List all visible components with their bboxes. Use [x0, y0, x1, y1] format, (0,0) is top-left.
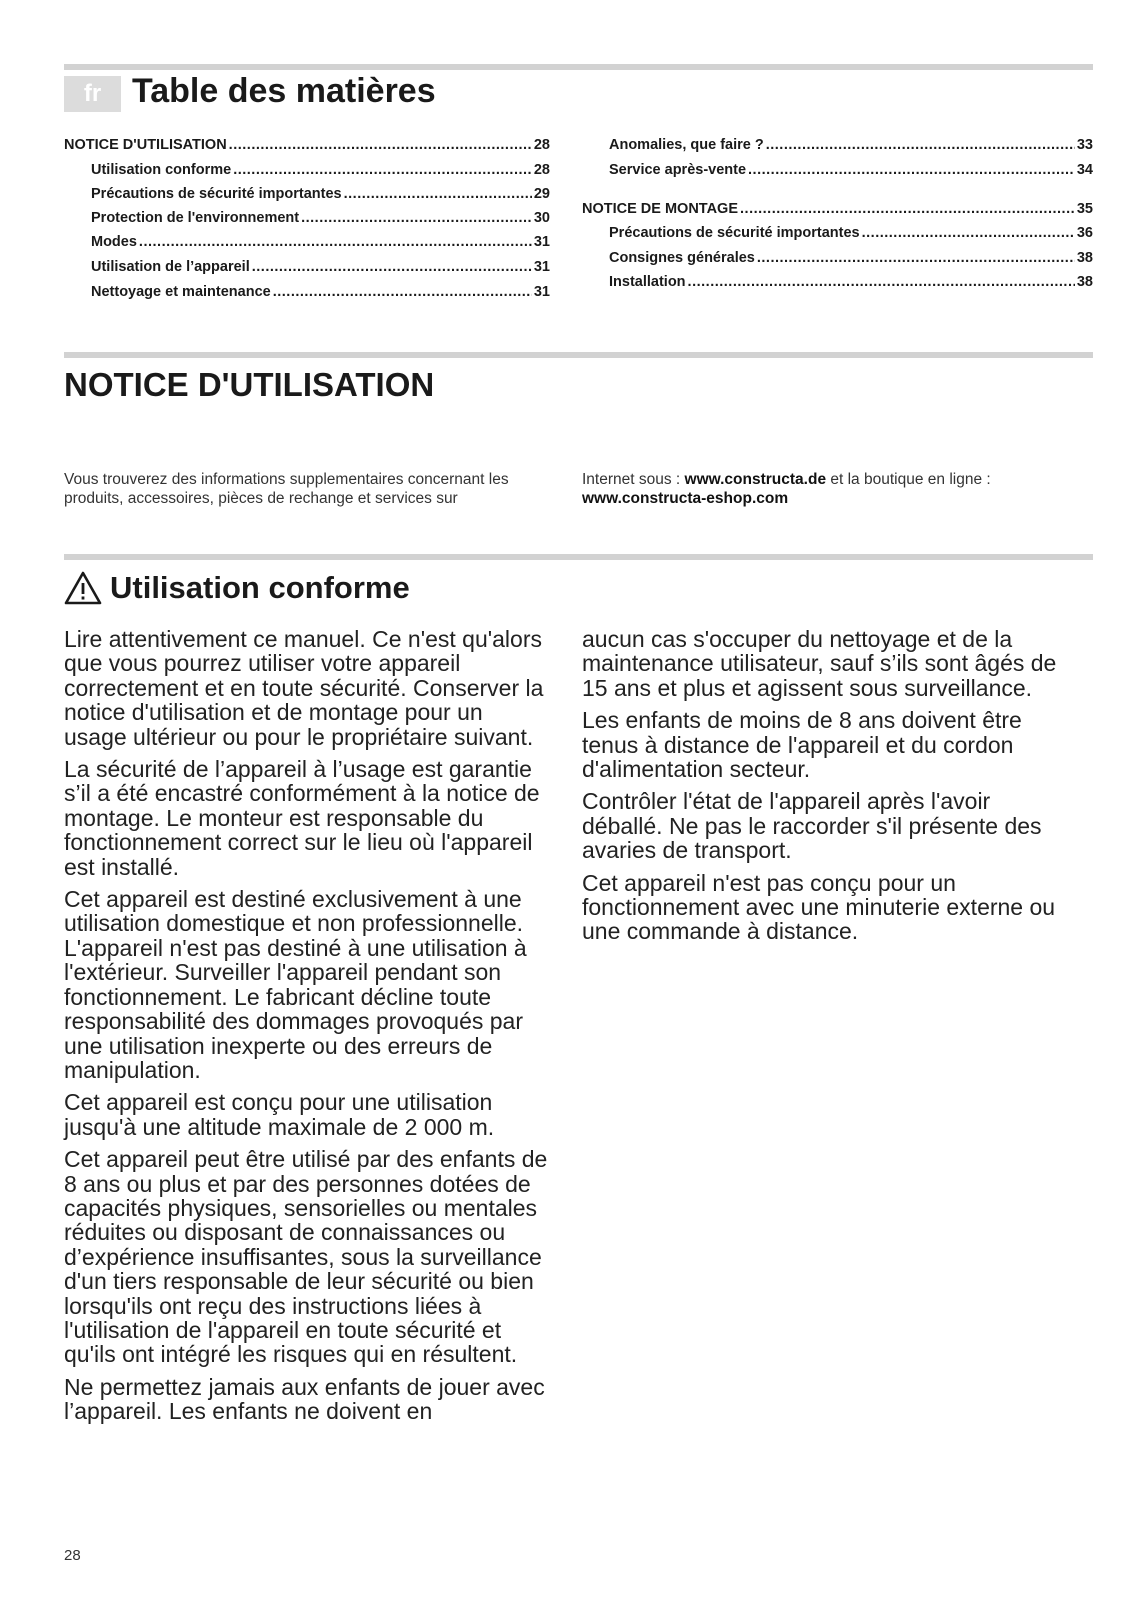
toc-entry[interactable]	[609, 162, 1093, 178]
body-paragraph: Cet appareil est destiné exclusivement à une utilisation domestique et non professionnelle. L'appareil n'est pas destiné à une utilisation à l'extérieur. Surveiller l'appareil pendant son fonctionnement. Le fabricant décline toute responsabilité des dommages provoqués par une utilisation inexperte ou des erreurs de manipulation.	[64, 886, 527, 1083]
toc-entry[interactable]	[582, 201, 1093, 217]
body-paragraph: Contrôler l'état de l'appareil après l'avoir déballé. Ne pas le raccorder s'il présente des avaries de transport.	[582, 788, 1042, 864]
info-right-middle: et la boutique en ligne :	[826, 471, 991, 488]
toc-leader-dots	[748, 162, 1075, 178]
toc-entry-page: 30	[533, 210, 550, 226]
toc-entry[interactable]	[91, 186, 550, 202]
info-left: Vous trouverez des informations supplementaires concernant les produits, accessoires, pièces de rechange et services sur	[64, 471, 509, 507]
toc-leader-dots	[139, 234, 532, 250]
body-right-column	[582, 627, 1069, 952]
toc-leader-dots	[252, 259, 532, 275]
language-badge: fr	[64, 76, 121, 112]
utilisation-title: Utilisation conforme	[110, 570, 410, 605]
body-paragraph: Cet appareil est conçu pour une utilisation jusqu'à une altitude maximale de 2 000 m.	[64, 1089, 495, 1140]
body-paragraph: aucun cas s'occuper du nettoyage et de la maintenance utilisateur, sauf s’ils sont âgés de 15 ans et plus et agissent sous surveillance.	[582, 626, 1057, 701]
toc-entry-page: 29	[533, 186, 550, 202]
eshop-link[interactable]: www.constructa-eshop.com	[582, 490, 789, 507]
toc-entry-label: Nettoyage et maintenance	[91, 284, 271, 300]
toc-entry-label: Utilisation conforme	[91, 162, 232, 178]
toc-leader-dots	[273, 284, 532, 300]
page-number: 28	[64, 1547, 81, 1564]
toc-entry-page: 36	[1076, 225, 1093, 241]
toc-entry[interactable]	[609, 250, 1093, 266]
body-paragraph: Cet appareil n'est pas conçu pour un fonctionnement avec une minuterie externe ou une commande à distance.	[582, 869, 1056, 945]
toc-entry[interactable]	[609, 137, 1093, 153]
toc-leader-dots	[688, 274, 1075, 290]
toc-entry[interactable]	[91, 284, 550, 300]
toc-leader-dots	[233, 162, 532, 178]
toc-entry-label: Anomalies, que faire ?	[609, 137, 764, 153]
notice-title: NOTICE D'UTILISATION	[64, 366, 435, 403]
body-left-column	[64, 627, 551, 1432]
warning-triangle-icon	[64, 571, 102, 605]
body-paragraph: Les enfants de moins de 8 ans doivent être tenus à distance de l'appareil et du cordon d'alimentation secteur.	[582, 707, 1022, 783]
info-right	[582, 470, 1087, 508]
toc-entry-label: Protection de l'environnement	[91, 210, 300, 226]
toc-entry-page: 31	[533, 284, 550, 300]
toc-entry-page: 31	[533, 259, 550, 275]
body-paragraph: La sécurité de l’appareil à l’usage est garantie s’il a été encastré conformément à la notice de montage. Le monteur est responsable du fonctionnement correct sur le lieu où l'appareil est installé.	[64, 756, 540, 880]
toc-entry-page: 28	[533, 137, 550, 153]
toc-entry[interactable]	[609, 225, 1093, 241]
toc-entry-label: Service après-vente	[609, 162, 747, 178]
top-rule	[64, 64, 1093, 70]
body-paragraph: Lire attentivement ce manuel. Ce n'est qu'alors que vous pourrez utiliser votre appareil correctement et en toute sécurité. Conserver la notice d'utilisation et de montage pour un usage ultérieur ou pour le propriétaire suivant.	[64, 626, 544, 750]
toc-leader-dots	[757, 250, 1075, 266]
toc-entry[interactable]	[91, 162, 550, 178]
toc-leader-dots	[766, 137, 1075, 153]
body-paragraph: Ne permettez jamais aux enfants de jouer avec l’appareil. Les enfants ne doivent en	[64, 1373, 545, 1425]
info-right-prefix: Internet sous :	[582, 471, 685, 488]
toc-entry-label: Consignes générales	[609, 250, 755, 266]
utilisation-heading	[64, 570, 410, 606]
toc-leader-dots	[740, 201, 1075, 217]
toc-title: Table des matières	[132, 72, 436, 110]
toc-leader-dots	[344, 186, 532, 202]
toc-entry-page: 38	[1076, 274, 1093, 290]
toc-entry-label: NOTICE DE MONTAGE	[582, 201, 739, 217]
toc-entry[interactable]	[91, 210, 550, 226]
toc-entry-page: 38	[1076, 250, 1093, 266]
toc-entry-page: 33	[1076, 137, 1093, 153]
toc-entry-label: Modes	[91, 234, 137, 250]
toc-entry[interactable]	[609, 274, 1093, 290]
toc-leader-dots	[229, 137, 532, 153]
section-rule	[64, 352, 1093, 358]
toc-entry-page: 31	[533, 234, 550, 250]
toc-entry-page: 35	[1076, 201, 1093, 217]
body-paragraph: Cet appareil peut être utilisé par des enfants de 8 ans ou plus et par des personnes dotées de capacités physiques, sensorielles ou mentales réduites ou disposant de connaissances ou d’expérience insuffisantes, sous la surveillance d'un tiers responsable de leur sécurité ou bien lorsqu'ils ont reçu des instructions liées à l'utilisation de l'appareil en toute sécurité et qu'ils ont intégré les risques qui en résultent.	[64, 1146, 548, 1368]
toc-leader-dots	[301, 210, 532, 226]
toc-entry-label: Précautions de sécurité importantes	[91, 186, 342, 202]
section-rule	[64, 554, 1093, 560]
toc-entry-label: Utilisation de l’appareil	[91, 259, 250, 275]
toc-entry-label: NOTICE D'UTILISATION	[64, 137, 227, 153]
toc-entry-label: Installation	[609, 274, 686, 290]
toc-entry[interactable]	[91, 259, 550, 275]
toc-entry[interactable]	[91, 234, 550, 250]
toc-entry-page: 34	[1076, 162, 1093, 178]
toc-entry[interactable]	[64, 137, 550, 153]
toc-entry-label: Précautions de sécurité importantes	[609, 225, 860, 241]
toc-leader-dots	[862, 225, 1075, 241]
website-link[interactable]: www.constructa.de	[684, 471, 827, 488]
toc-entry-page: 28	[533, 162, 550, 178]
